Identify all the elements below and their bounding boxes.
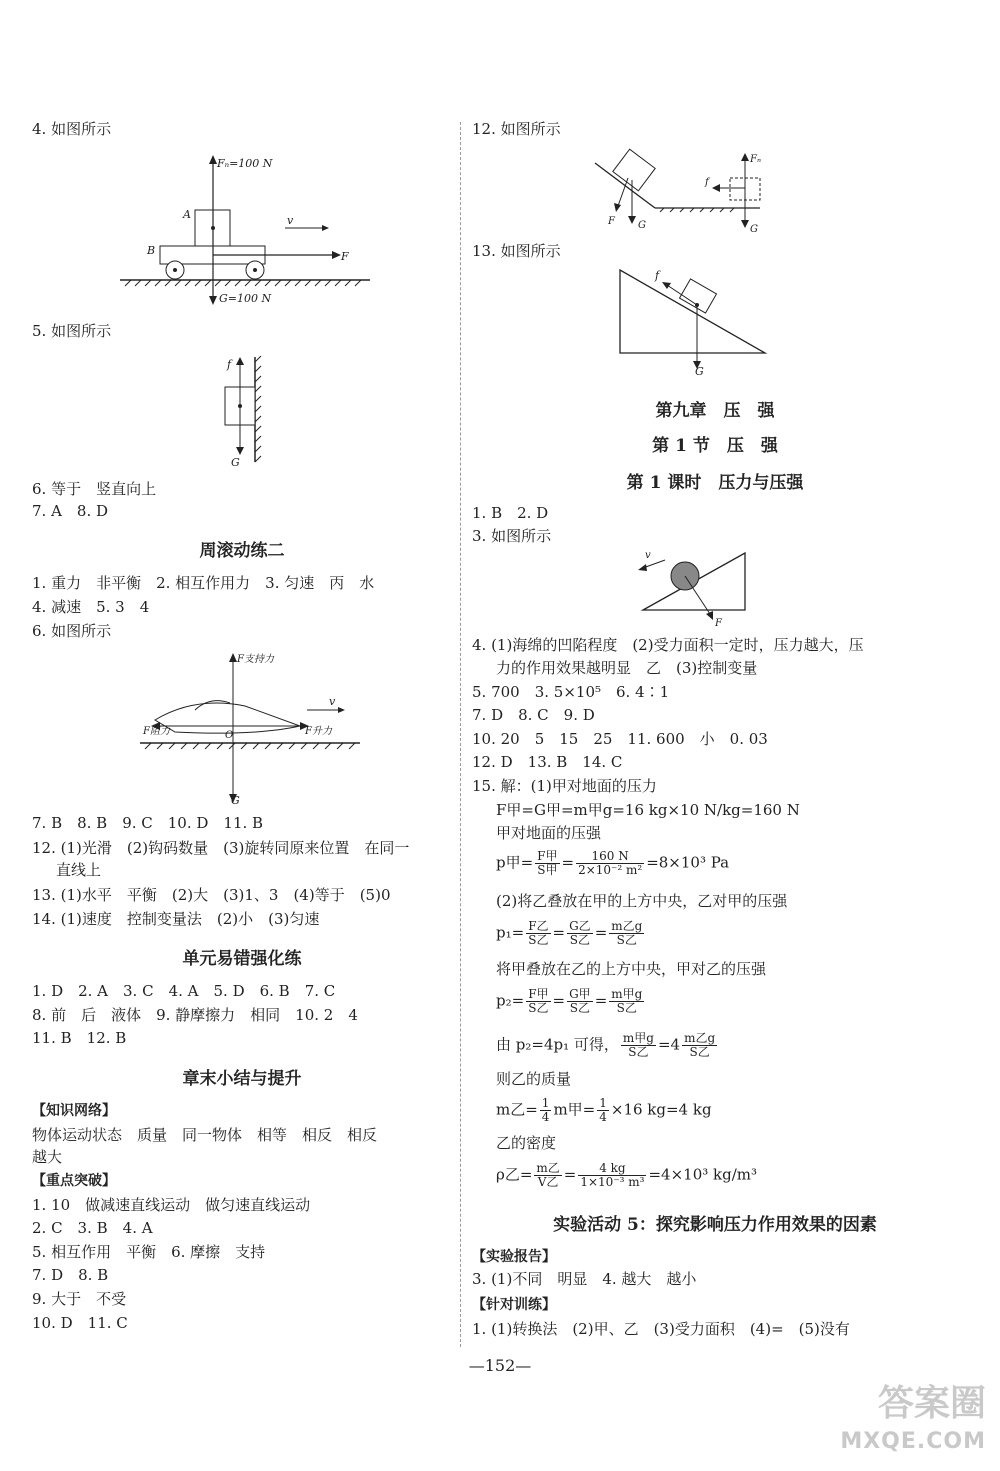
section-title-dan: 单元易错强化练: [182, 949, 302, 969]
ans-line-4: 力的作用效果越明显 乙 (3)控制变量: [496, 659, 758, 677]
q7-answer: 7. A 8. D: [32, 502, 109, 520]
zhou-line-7: 13. (1)水平 平衡 (2)大 (3)1、3 (4)等于 (5)0: [32, 886, 391, 904]
dan-line-2: 8. 前 后 液体 9. 静摩擦力 相同 10. 2 4: [32, 1006, 358, 1024]
key-line-6: 10. D 11. C: [32, 1314, 128, 1332]
dan-line-3: 11. B 12. B: [32, 1029, 127, 1047]
chapter-title: 第九章 压 强: [655, 401, 775, 421]
ans-line-9: 15. 解：(1)甲对地面的压力: [472, 777, 657, 795]
section-title-zhou: 周滚动练二: [199, 541, 285, 561]
svg-text:f: f: [655, 269, 660, 282]
ans-line-15: 将甲叠放在乙的上方中央，甲对乙的压强: [496, 960, 767, 978]
formula-density: ρ乙= $\frac{\text{m乙}}{\text{V乙}}$ = $\frac{4 kg}{\text{1×10⁻³ m³}}$ =4×10³ kg/m³: [496, 1161, 757, 1189]
watermark: 答案圈 MXQE.COM: [840, 1383, 986, 1454]
key-line-4: 7. D 8. B: [32, 1266, 109, 1284]
knowledge-line-2: 越大: [32, 1148, 63, 1166]
zhou-line-5: 12. (1)光滑 (2)钩码数量 (3)旋转同原来位置 在同一: [32, 839, 410, 857]
ans-line-1: 1. B 2. D: [472, 504, 549, 522]
fn-label: Fₙ=100 N: [217, 157, 273, 170]
zhou-line-6: 直线上: [56, 861, 102, 879]
ans-line-20: 乙的密度: [496, 1134, 557, 1152]
svg-text:Fₙ: Fₙ: [750, 154, 761, 165]
svg-text:F支持力: F支持力: [237, 654, 274, 665]
key-line-2: 2. C 3. B 4. A: [32, 1219, 153, 1237]
formula-p1: p₁= $\frac{\text{F乙}}{\text{S乙}}$ = $\frac{\text{G乙}}{\text{S乙}}$ = $\frac{\text{m乙g}}{\text{S乙}}$: [496, 919, 643, 947]
figure-airplane-forces: [135, 648, 365, 808]
zhou-line-8: 14. (1)速度 控制变量法 (2)小 (3)匀速: [32, 910, 320, 928]
svg-text:v: v: [645, 550, 651, 561]
zhou-line-2: 4. 减速 5. 3 4: [32, 598, 150, 616]
exp-line-1: 3. (1)不同 明显 4. 越大 越小: [472, 1270, 697, 1288]
g-label: G=100 N: [219, 292, 272, 305]
dan-line-1: 1. D 2. A 3. C 4. A 5. D 6. B 7. C: [32, 982, 336, 1000]
figure-slope-to-floor: [590, 148, 790, 238]
tag-key-breakthrough: 【重点突破】: [32, 1173, 116, 1189]
zhou-line-1: 1. 重力 非平衡 2. 相互作用力 3. 匀速 丙 水: [32, 574, 375, 592]
q5-label: 5. 如图所示: [32, 322, 112, 340]
experiment-title: 实验活动 5：探究影响压力作用效果的因素: [553, 1215, 877, 1235]
exp-line-2: 1. (1)转换法 (2)甲、乙 (3)受力面积 (4)= (5)没有: [472, 1320, 850, 1338]
svg-text:G: G: [638, 220, 646, 231]
formula-p-jia: p甲= $\frac{\text{F甲}}{\text{S甲}}$ = $\frac{160 N}{\text{2×10⁻² m²}}$ =8×10³ Pa: [496, 849, 730, 877]
formula-mass: m乙= $\frac{1}{4}$ m甲= $\frac{1}{4}$ ×16 kg=4 kg: [496, 1096, 712, 1124]
label-a: A: [183, 208, 191, 221]
svg-text:O: O: [225, 730, 234, 741]
ans-line-10: F甲=G甲=m甲g=16 kg×10 N/kg=160 N: [496, 801, 800, 819]
section-title-1: 第 1 节 压 强: [652, 436, 778, 456]
column-divider: [460, 122, 461, 1347]
ans-line-6: 7. D 8. C 9. D: [472, 706, 595, 724]
tag-targeted-training: 【针对训练】: [472, 1297, 556, 1313]
page-number: —152—: [468, 1356, 532, 1375]
ans-line-7: 10. 20 5 15 25 11. 600 小 0. 03: [472, 730, 768, 748]
formula-relation: 由 p₂=4p₁ 可得， $\frac{\text{m甲g}}{\text{S乙}}$ =4 $\frac{\text{m乙g}}{\text{S乙}}$: [496, 1031, 716, 1059]
ans-line-11: 甲对地面的压强: [496, 824, 602, 842]
figure-cart-forces: [115, 150, 375, 310]
q12-label: 12. 如图所示: [472, 120, 561, 138]
ans-line-8: 12. D 13. B 14. C: [472, 753, 623, 771]
ans-line-3: 4. (1)海绵的凹陷程度 (2)受力面积一定时，压力越大，压: [472, 636, 864, 654]
key-line-1: 1. 10 做减速直线运动 做匀速直线运动: [32, 1196, 311, 1214]
svg-text:G: G: [695, 365, 704, 378]
figure-ball-incline: [635, 548, 765, 633]
svg-text:F升力: F升力: [305, 726, 332, 737]
svg-text:F阻力: F阻力: [143, 726, 170, 737]
label-v: v: [287, 214, 294, 227]
formula-p2: p₂= $\frac{\text{F甲}}{\text{S乙}}$ = $\frac{\text{G甲}}{\text{S乙}}$ = $\frac{\text{m甲g}}{\text{S乙}}$: [496, 987, 643, 1015]
ans-line-2: 3. 如图所示: [472, 527, 552, 545]
svg-text:G: G: [750, 224, 758, 235]
svg-text:v: v: [329, 695, 336, 708]
section-title-zhang: 章末小结与提升: [182, 1069, 302, 1089]
label-b: B: [147, 244, 156, 257]
svg-text:G: G: [231, 794, 240, 807]
knowledge-line-1: 物体运动状态 质量 同一物体 相等 相反 相反: [32, 1126, 378, 1144]
lesson-title: 第 1 课时 压力与压强: [626, 473, 804, 493]
svg-text:f: f: [705, 177, 709, 188]
zhou-line-4: 7. B 8. B 9. C 10. D 11. B: [32, 814, 264, 832]
svg-text:F: F: [715, 618, 722, 629]
key-line-5: 9. 大于 不受: [32, 1290, 127, 1308]
ans-line-18: 则乙的质量: [496, 1070, 572, 1088]
label-f: F: [341, 250, 349, 263]
svg-text:f: f: [227, 358, 232, 371]
q4-label: 4. 如图所示: [32, 120, 112, 138]
ans-line-13: (2)将乙叠放在甲的上方中央，乙对甲的压强: [496, 892, 788, 910]
q13-label: 13. 如图所示: [472, 242, 561, 260]
svg-text:G: G: [231, 456, 240, 469]
zhou-line-3: 6. 如图所示: [32, 622, 112, 640]
q6-answer: 6. 等于 竖直向上: [32, 480, 157, 498]
key-line-3: 5. 相互作用 平衡 6. 摩擦 支持: [32, 1243, 266, 1261]
tag-experiment-report: 【实验报告】: [472, 1249, 556, 1265]
ans-line-5: 5. 700 3. 5×10⁵ 6. 4∶1: [472, 683, 670, 701]
tag-knowledge-network: 【知识网络】: [32, 1103, 116, 1119]
figure-incline-block: [615, 265, 775, 380]
svg-text:F: F: [608, 216, 615, 227]
figure-wall-block: [215, 352, 275, 472]
